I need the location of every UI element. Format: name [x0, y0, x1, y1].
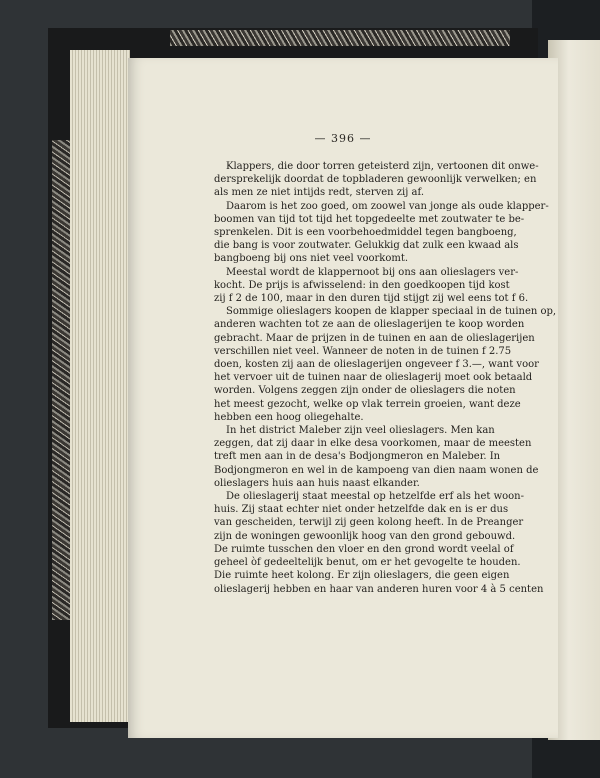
text-line: Sommige olieslagers koopen de klapper speciaal in de tuinen op, — [226, 306, 557, 318]
text-line: olieslagers huis aan huis naast elkander. — [214, 477, 420, 489]
text-line: het meest gezocht, welke op vlak terrein groeien, want deze — [214, 398, 521, 410]
text-line: als men ze niet intijds redt, sterven zij af. — [214, 187, 425, 199]
text-line: die bang is voor zoutwater. Gelukkig dat zulk een kwaad als — [214, 240, 519, 252]
text-line: De olieslagerij staat meestal op hetzelfde erf als het woon- — [226, 491, 524, 503]
page-edges — [70, 50, 130, 722]
text-line: hebben een hoog oliegehalte. — [214, 411, 364, 423]
text-line: sprenkelen. Dit is een voorbehoedmiddel tegen bangboeng, — [214, 227, 517, 239]
text-line: Meestal wordt de klappernoot bij ons aan olieslagers ver- — [226, 266, 519, 278]
text-line: In het district Maleber zijn veel olieslagers. Men kan — [226, 425, 495, 437]
text-line: Klappers, die door torren geteisterd zijn, vertoonen dit onwe- — [226, 161, 539, 172]
text-line: zeggen, dat zij daar in elke desa voorkomen, maar de meesten — [214, 438, 532, 450]
text-line: doen, kosten zij aan de olieslagerijen ongeveer f 3.—, want voor — [214, 359, 539, 371]
text-line: olieslagerij hebben en haar van anderen huren voor 4 à 5 centen — [214, 583, 544, 595]
text-line: dersprekelijk doordat de topbladeren gewoonlijk verwelken; en — [214, 174, 537, 186]
text-line: treft men aan in de desa's Bodjongmeron en Maleber. In — [214, 451, 501, 463]
text-line: anderen wachten tot ze aan de olieslagerijen te koop worden — [214, 319, 525, 331]
text-line: kocht. De prijs is afwisselend: in den goedkoopen tijd kost — [214, 279, 510, 291]
page-text — [214, 160, 557, 596]
marbled-edge-top — [170, 30, 510, 46]
page-number: — 396 — — [314, 132, 372, 145]
text-line: zijn de woningen gewoonlijk hoog van den grond gebouwd. — [214, 530, 516, 542]
text-line: boomen van tijd tot tijd het topgedeelte met zoutwater te be- — [214, 213, 525, 225]
marbled-edge-left — [52, 140, 72, 620]
text-line: verschillen niet veel. Wanneer de noten in de tuinen f 2.75 — [214, 345, 512, 357]
text-line: gebracht. Maar de prijzen in de tuinen en aan de olieslagerijen — [214, 332, 535, 344]
text-line: Daarom is het zoo goed, om zoowel van jonge als oude klapper- — [226, 200, 549, 212]
text-line: huis. Zij staat echter niet onder hetzelfde dak en is er dus — [214, 504, 509, 516]
text-line: geheel òf gedeeltelijk benut, om er het gevogelte te houden. — [214, 557, 521, 569]
text-line: worden. Volgens zeggen zijn onder de olieslagers die noten — [214, 385, 516, 397]
text-line: het vervoer uit de tuinen naar de olieslagerij moet ook betaald — [214, 372, 533, 384]
text-line: zij f 2 de 100, maar in den duren tijd stijgt zij wel eens tot f 6. — [214, 293, 529, 305]
text-line: van gescheiden, terwijl zij geen kolong heeft. In de Preanger — [214, 517, 524, 529]
text-line: De ruimte tusschen den vloer en den grond wordt veelal of — [214, 543, 514, 555]
text-line: Bodjongmeron en wel in de kampoeng van dien naam wonen de — [214, 464, 539, 476]
text-line: Die ruimte heet kolong. Er zijn olieslagers, die geen eigen — [214, 570, 510, 582]
text-line: bangboeng bij ons niet veel voorkomt. — [214, 253, 409, 265]
book-page — [128, 58, 558, 738]
